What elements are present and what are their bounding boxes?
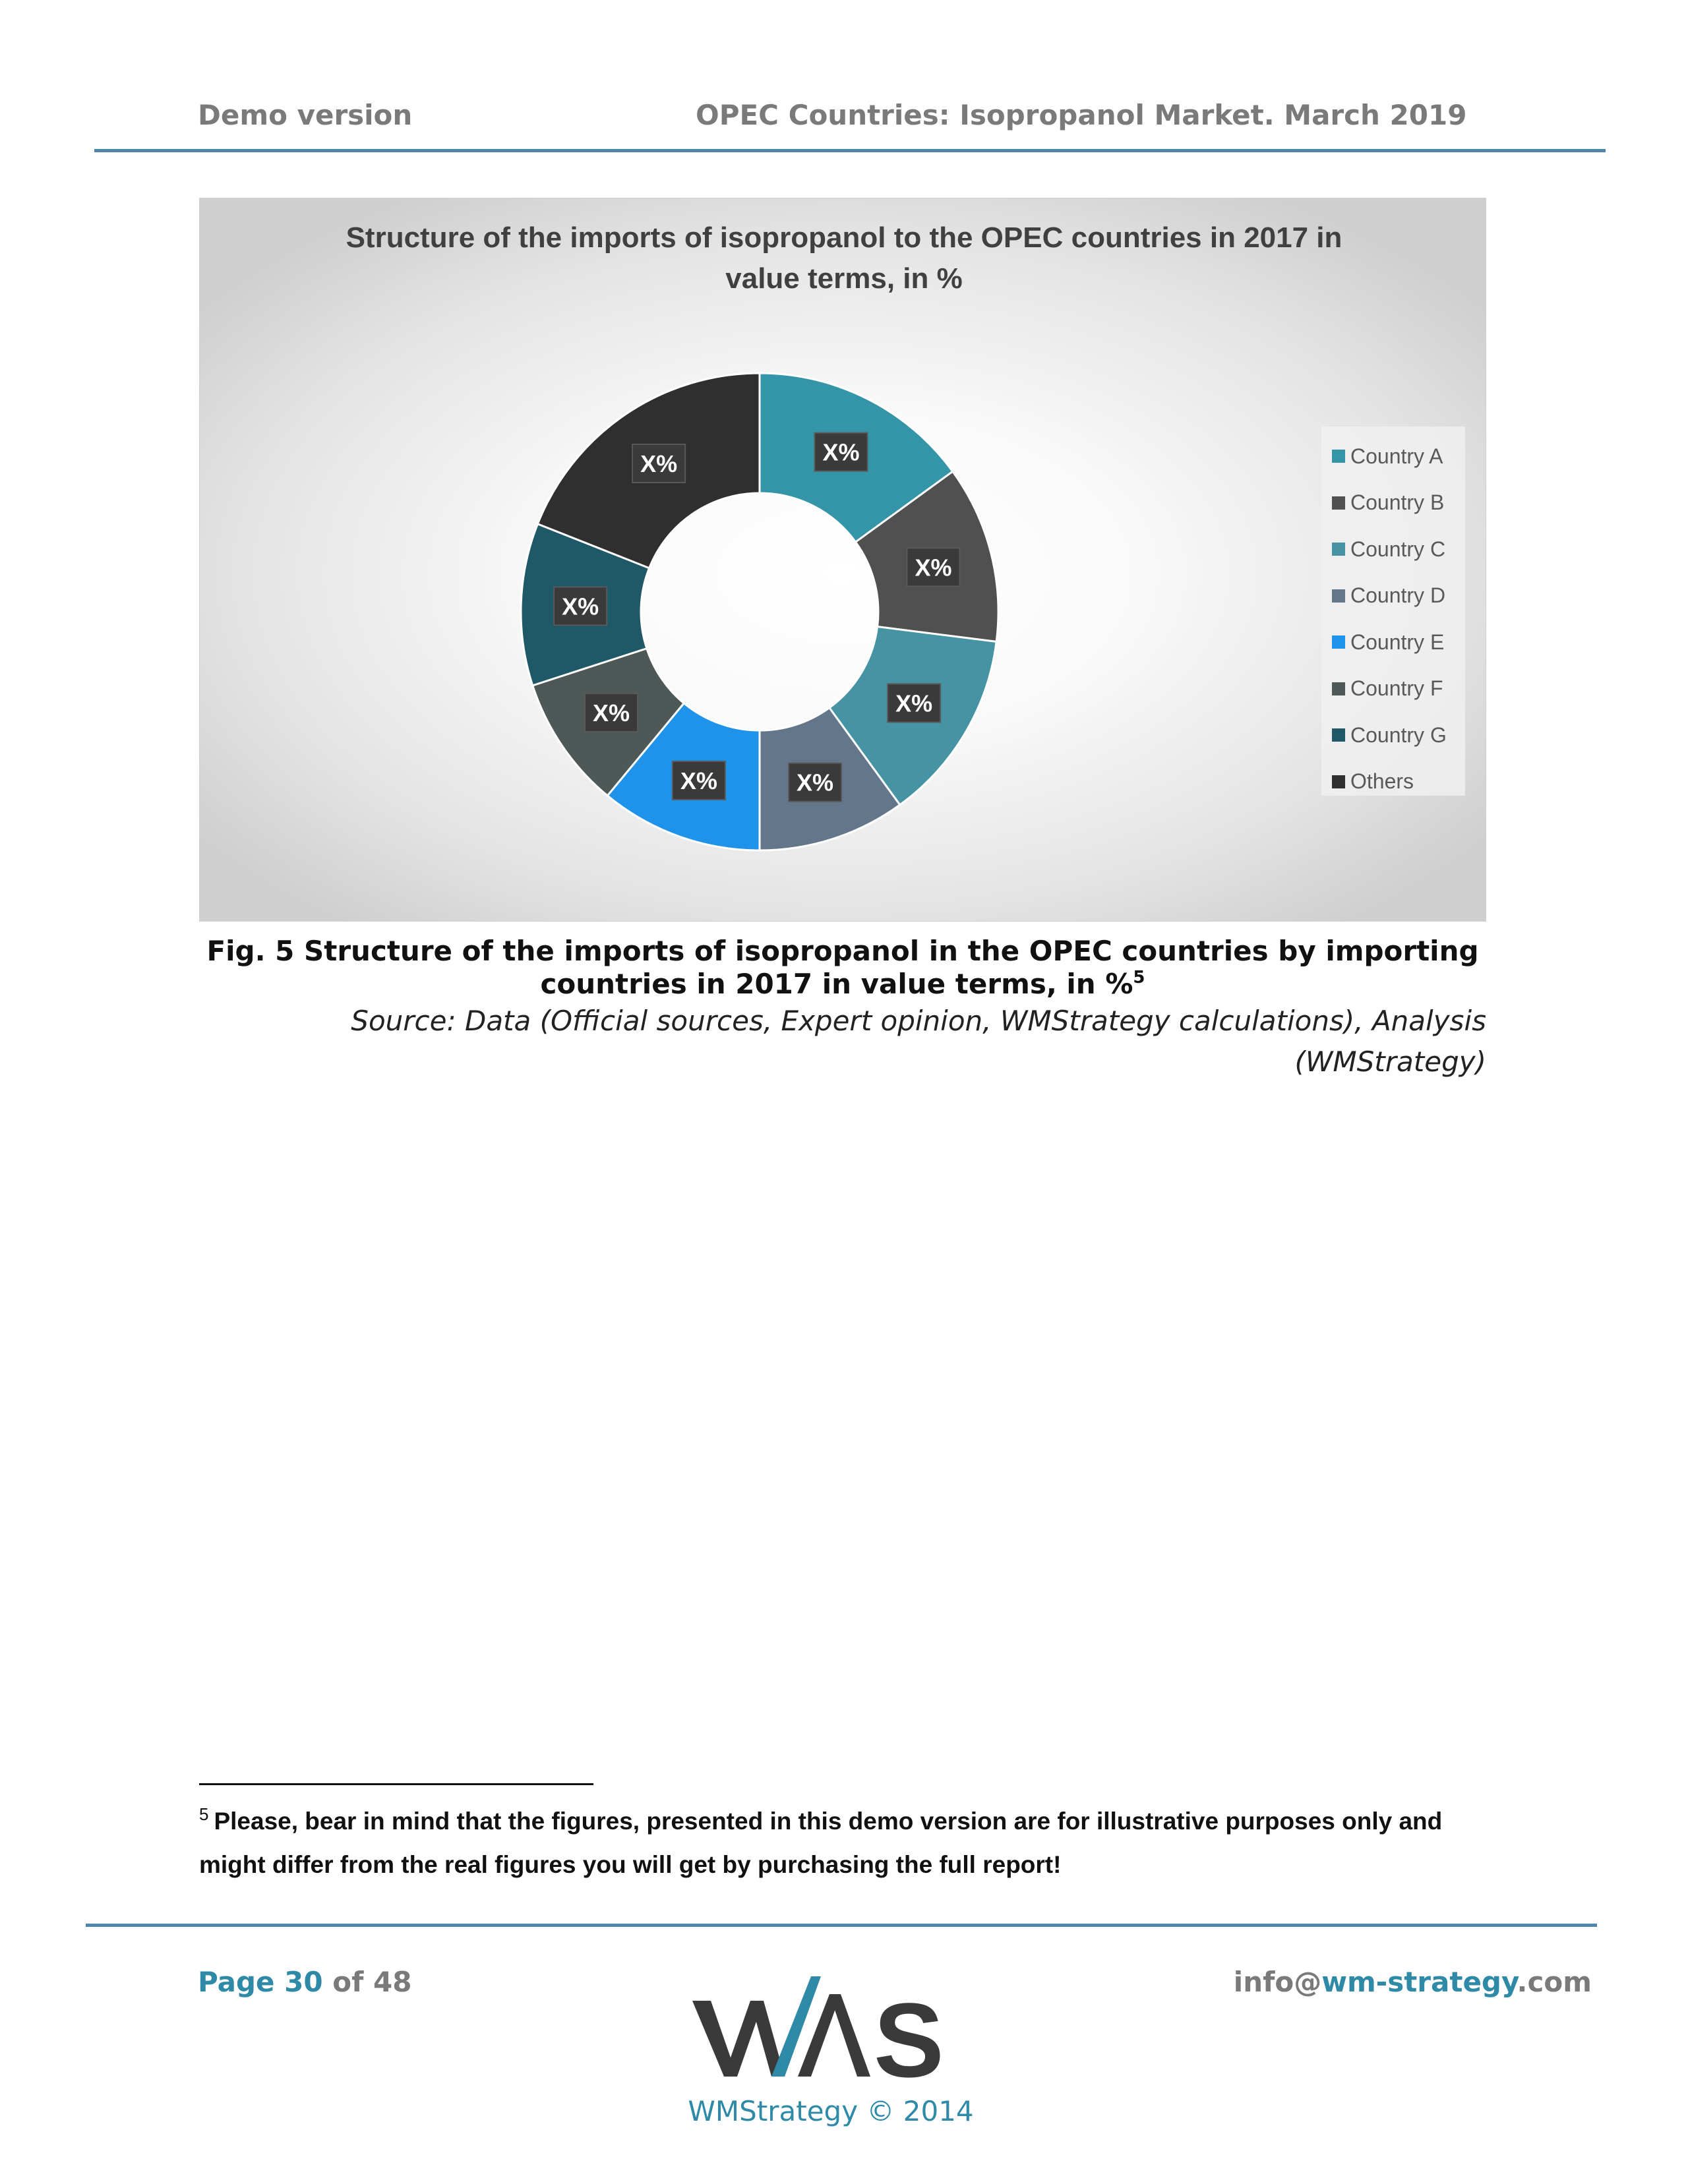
legend-label: Country A <box>1350 444 1443 468</box>
legend-label: Others <box>1350 769 1414 794</box>
page-number: Page 30 of 48 <box>198 1966 412 1998</box>
chart-legend <box>1321 427 1465 796</box>
figure-caption-line2: countries in 2017 in value terms, in %$^5$ <box>540 968 1145 1000</box>
svg-text:X%: X% <box>680 767 717 794</box>
legend-item <box>1321 480 1465 527</box>
figure-caption <box>199 935 1486 1001</box>
legend-item <box>1321 759 1465 806</box>
svg-text:X%: X% <box>915 554 952 581</box>
legend-item <box>1321 526 1465 573</box>
data-label-country-d <box>789 763 841 802</box>
data-label-country-e <box>673 761 725 800</box>
legend-item <box>1321 573 1465 620</box>
legend-label: Country D <box>1350 583 1446 608</box>
footnote-rule <box>199 1783 593 1785</box>
data-label-country-c <box>888 684 940 722</box>
legend-item <box>1321 433 1465 480</box>
legend-swatch <box>1332 635 1345 649</box>
legend-swatch <box>1332 589 1345 603</box>
legend-swatch <box>1332 682 1345 695</box>
legend-item <box>1321 619 1465 666</box>
figure-source-line1: Source: Data (Official sources, Expert opinion, WMStrategy calculations), Analysis <box>351 1005 1486 1037</box>
legend-swatch <box>1332 543 1345 556</box>
legend-swatch <box>1332 450 1345 463</box>
svg-text:X%: X% <box>895 690 933 717</box>
legend-swatch <box>1332 728 1345 742</box>
legend-swatch <box>1332 496 1345 510</box>
data-label-country-a <box>814 433 867 471</box>
header-report-title: OPEC Countries: Isopropanol Market. March 2019 <box>696 99 1467 131</box>
svg-text:X%: X% <box>640 450 678 478</box>
legend-label: Country F <box>1350 676 1443 701</box>
footnote-ref[interactable]: 5 <box>1133 968 1145 988</box>
header-demo-label: Demo version <box>198 99 413 131</box>
footnote <box>199 1800 1492 1887</box>
figure-source <box>199 1001 1486 1082</box>
legend-label: Country E <box>1350 630 1445 654</box>
legend-item <box>1321 666 1465 713</box>
figure-source-line2: (WMStrategy) <box>1294 1046 1486 1078</box>
data-label-country-b <box>907 548 959 586</box>
data-label-country-f <box>585 694 638 732</box>
header-divider <box>94 149 1606 152</box>
svg-text:X%: X% <box>797 769 834 796</box>
footnote-text: Please, bear in mind that the figures, presented in this demo version are for illustrative purposes only and might differ from the real figures you will get by purchasing the full report! <box>199 1808 1443 1878</box>
svg-text:X%: X% <box>822 438 860 466</box>
footer-divider <box>86 1924 1597 1927</box>
data-label-country-g <box>554 587 607 625</box>
svg-text:X%: X% <box>562 593 599 620</box>
legend-label: Country C <box>1350 537 1446 561</box>
legend-label: Country B <box>1350 490 1445 515</box>
legend-swatch <box>1332 775 1345 788</box>
data-label-others <box>632 444 685 483</box>
logo-letter: S <box>874 1981 944 2096</box>
chart-title: Structure of the imports of isopropanol to the OPEC countries in 2017 in value terms, in % <box>346 221 1342 295</box>
footnote-mark: 5 <box>199 1804 209 1824</box>
contact-email[interactable]: info@wm-strategy.com <box>1233 1966 1592 1998</box>
legend-label: Country G <box>1350 723 1447 747</box>
svg-text:X%: X% <box>593 699 630 726</box>
wms-logo-icon <box>686 1971 976 2096</box>
figure-caption-line1: Fig. 5 Structure of the imports of isopropanol in the OPEC countries by importing <box>206 935 1479 967</box>
legend-item <box>1321 712 1465 759</box>
logo-caption: WMStrategy © 2014 <box>688 2095 974 2127</box>
donut-chart <box>199 198 1486 922</box>
